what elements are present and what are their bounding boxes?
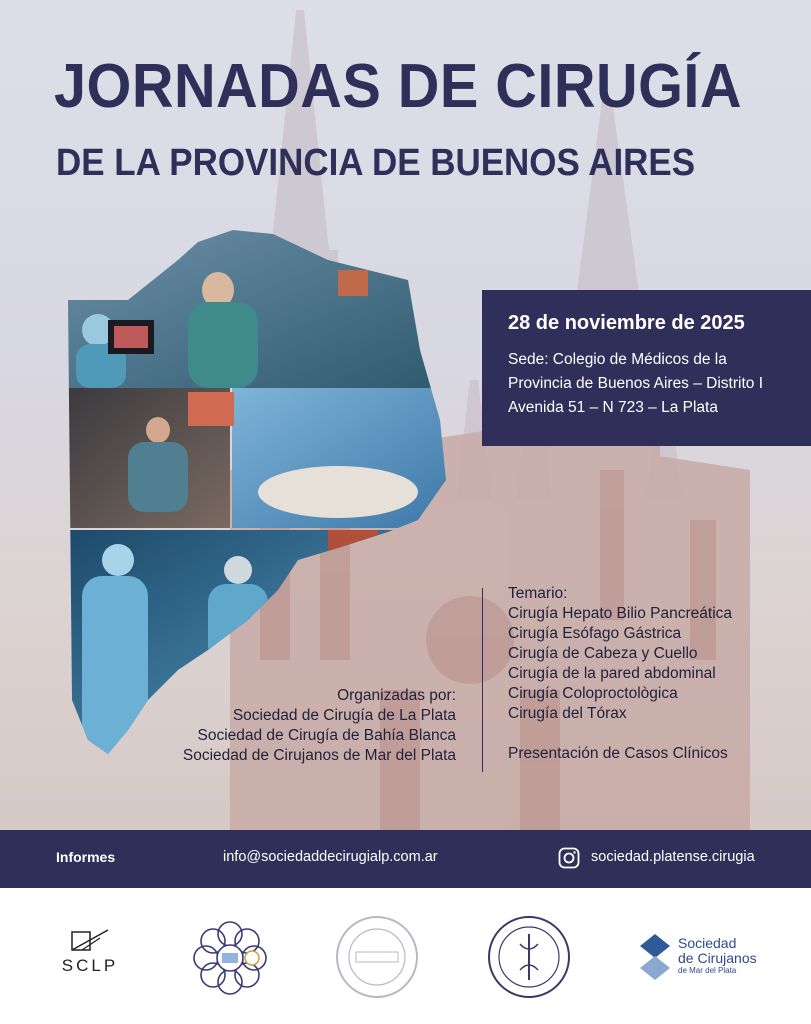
mar-del-plata-logo-text: Sociedad de Cirujanos de Mar del Plata bbox=[678, 935, 757, 975]
sclp-logo-text: SCLP bbox=[61, 956, 119, 975]
surgery-photo-collage bbox=[68, 230, 448, 760]
topic-item: Cirugía de Cabeza y Cuello bbox=[508, 645, 698, 662]
bahia-blanca-seal-logo bbox=[486, 914, 572, 1000]
topic-item: Cirugía Esófago Gástrica bbox=[508, 625, 682, 642]
title-line-2: DE LA PROVINCIA DE BUENOS AIRES bbox=[56, 142, 696, 184]
topic-item: Cirugía de la pared abdominal bbox=[508, 665, 716, 682]
association-seal-logo bbox=[334, 914, 420, 1000]
info-email-link[interactable]: info@sociedaddecirugialp.com.ar bbox=[223, 849, 438, 865]
logos-strip bbox=[0, 888, 811, 1024]
topic-item: Cirugía del Tórax bbox=[508, 705, 627, 722]
vertical-divider bbox=[482, 588, 483, 772]
topics-block bbox=[508, 584, 808, 764]
sclp-logo bbox=[50, 928, 130, 988]
instagram-icon bbox=[558, 847, 580, 869]
event-venue-line-2: Provincia de Buenos Aires – Distrito I bbox=[508, 375, 764, 392]
instagram-handle-link[interactable]: sociedad.platense.cirugia bbox=[591, 849, 755, 865]
organizer-item: Sociedad de Cirujanos de Mar del Plata bbox=[182, 747, 456, 764]
topic-item: Cirugía Hepato Bilio Pancreática bbox=[508, 605, 733, 622]
organizers-block bbox=[120, 686, 456, 766]
topic-item: Cirugía Coloproctològica bbox=[508, 685, 678, 702]
mar-del-plata-emblem-icon bbox=[638, 932, 672, 982]
mar-del-plata-society-logo bbox=[638, 932, 808, 992]
sclp-emblem-icon bbox=[70, 928, 110, 954]
info-label: Informes bbox=[56, 849, 116, 865]
event-info-box bbox=[482, 290, 811, 446]
topics-heading: Temario: bbox=[508, 585, 568, 602]
event-venue-line-3: Avenida 51 – N 723 – La Plata bbox=[508, 399, 718, 416]
medical-college-logo bbox=[190, 918, 270, 998]
organizer-item: Sociedad de Cirugía de Bahía Blanca bbox=[197, 727, 456, 744]
event-venue-line-1: Sede: Colegio de Médicos de la bbox=[508, 351, 727, 368]
event-date: 28 de noviembre de 2025 bbox=[508, 312, 745, 334]
organizers-heading: Organizadas por: bbox=[337, 687, 456, 704]
organizer-item: Sociedad de Cirugía de La Plata bbox=[232, 707, 456, 724]
title-line-1: JORNADAS DE CIRUGÍA bbox=[54, 52, 743, 121]
info-bar bbox=[0, 830, 811, 888]
topic-extra: Presentación de Casos Clínicos bbox=[508, 745, 728, 762]
